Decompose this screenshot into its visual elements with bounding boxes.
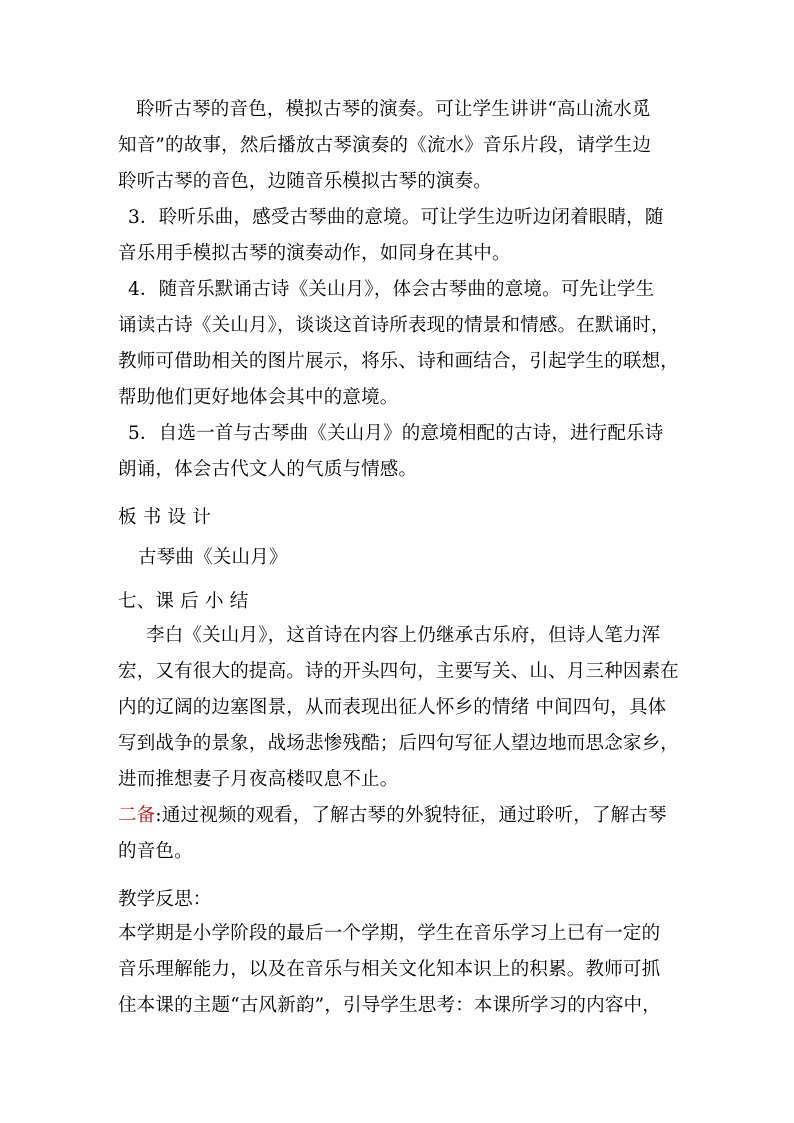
paragraph-line: 知音”的故事，然后播放古琴演奏的《流水》音乐片段，请学生边 xyxy=(118,135,652,156)
paragraph-line: 帮助他们更好地体会其中的意境。 xyxy=(118,387,399,408)
section-heading-reflection: 教学反思： xyxy=(118,889,212,910)
paragraph-line: 聆听古琴的音色，模拟古琴的演奏。可让学生讲讲“高山流水觅 xyxy=(136,99,651,120)
paragraph-line: 本学期是小学阶段的最后一个学期，学生在音乐学习上已有一定的 xyxy=(118,923,661,944)
second-prep-line xyxy=(118,804,667,828)
paragraph-line: 诵读古诗《关山月》，谈谈这首诗所表现的情景和情感。在默诵时， xyxy=(118,315,670,336)
paragraph-line: 进而推想妻子月夜高楼叹息不止。 xyxy=(118,769,399,790)
paragraph-line: 教师可借助相关的图片展示，将乐、诗和画结合，引起学生的联想， xyxy=(118,351,680,372)
paragraph-line: 内的辽阔的边塞图景，从而表现出征人怀乡的情绪 中间四句，具体 xyxy=(118,697,667,718)
paragraph-line: 音乐理解能力，以及在音乐与相关文化知本识上的积累。教师可抓 xyxy=(118,959,661,980)
paragraph-line: 聆听古琴的音色，边随音乐模拟古琴的演奏。 xyxy=(118,171,493,192)
paragraph-line: 住本课的主题“古风新韵”，引导学生思考：本课所学习的内容中， xyxy=(118,995,661,1016)
list-item-3: 3．聆听乐曲，感受古琴曲的意境。可让学生边听边闭着眼睛，随 xyxy=(128,207,664,228)
paragraph-line: 李白《关山月》，这首诗在内容上仍继承古乐府，但诗人笔力浑 xyxy=(146,625,661,646)
second-prep-label: 二备 xyxy=(118,805,156,826)
second-prep-text: :通过视频的观看，了解古琴的外貌特征，通过聆听，了解古琴 xyxy=(155,805,667,826)
board-title: 古琴曲《关山月》 xyxy=(138,547,288,568)
paragraph-line: 朗诵，体会古代文人的气质与情感。 xyxy=(118,459,418,480)
section-heading-summary: 七、课 后 小 结 xyxy=(118,591,249,612)
list-item-4: 4．随音乐默诵古诗《关山月》，体会古琴曲的意境。可先让学生 xyxy=(128,279,655,300)
list-item-5: 5．自选一首与古琴曲《关山月》的意境相配的古诗，进行配乐诗 xyxy=(128,423,664,444)
section-heading-board-design: 板 书 设 计 xyxy=(118,507,212,528)
paragraph-line: 写到战争的景象，战场悲惨残酷；后四句写征人望边地而思念家乡， xyxy=(118,733,680,754)
paragraph-line: 音乐用手模拟古琴的演奏动作，如同身在其中。 xyxy=(118,243,511,264)
paragraph-line: 宏，又有很大的提高。诗的开头四句，主要写关、山、月三种因素在 xyxy=(118,661,680,682)
paragraph-line: 的音色。 xyxy=(118,841,193,862)
